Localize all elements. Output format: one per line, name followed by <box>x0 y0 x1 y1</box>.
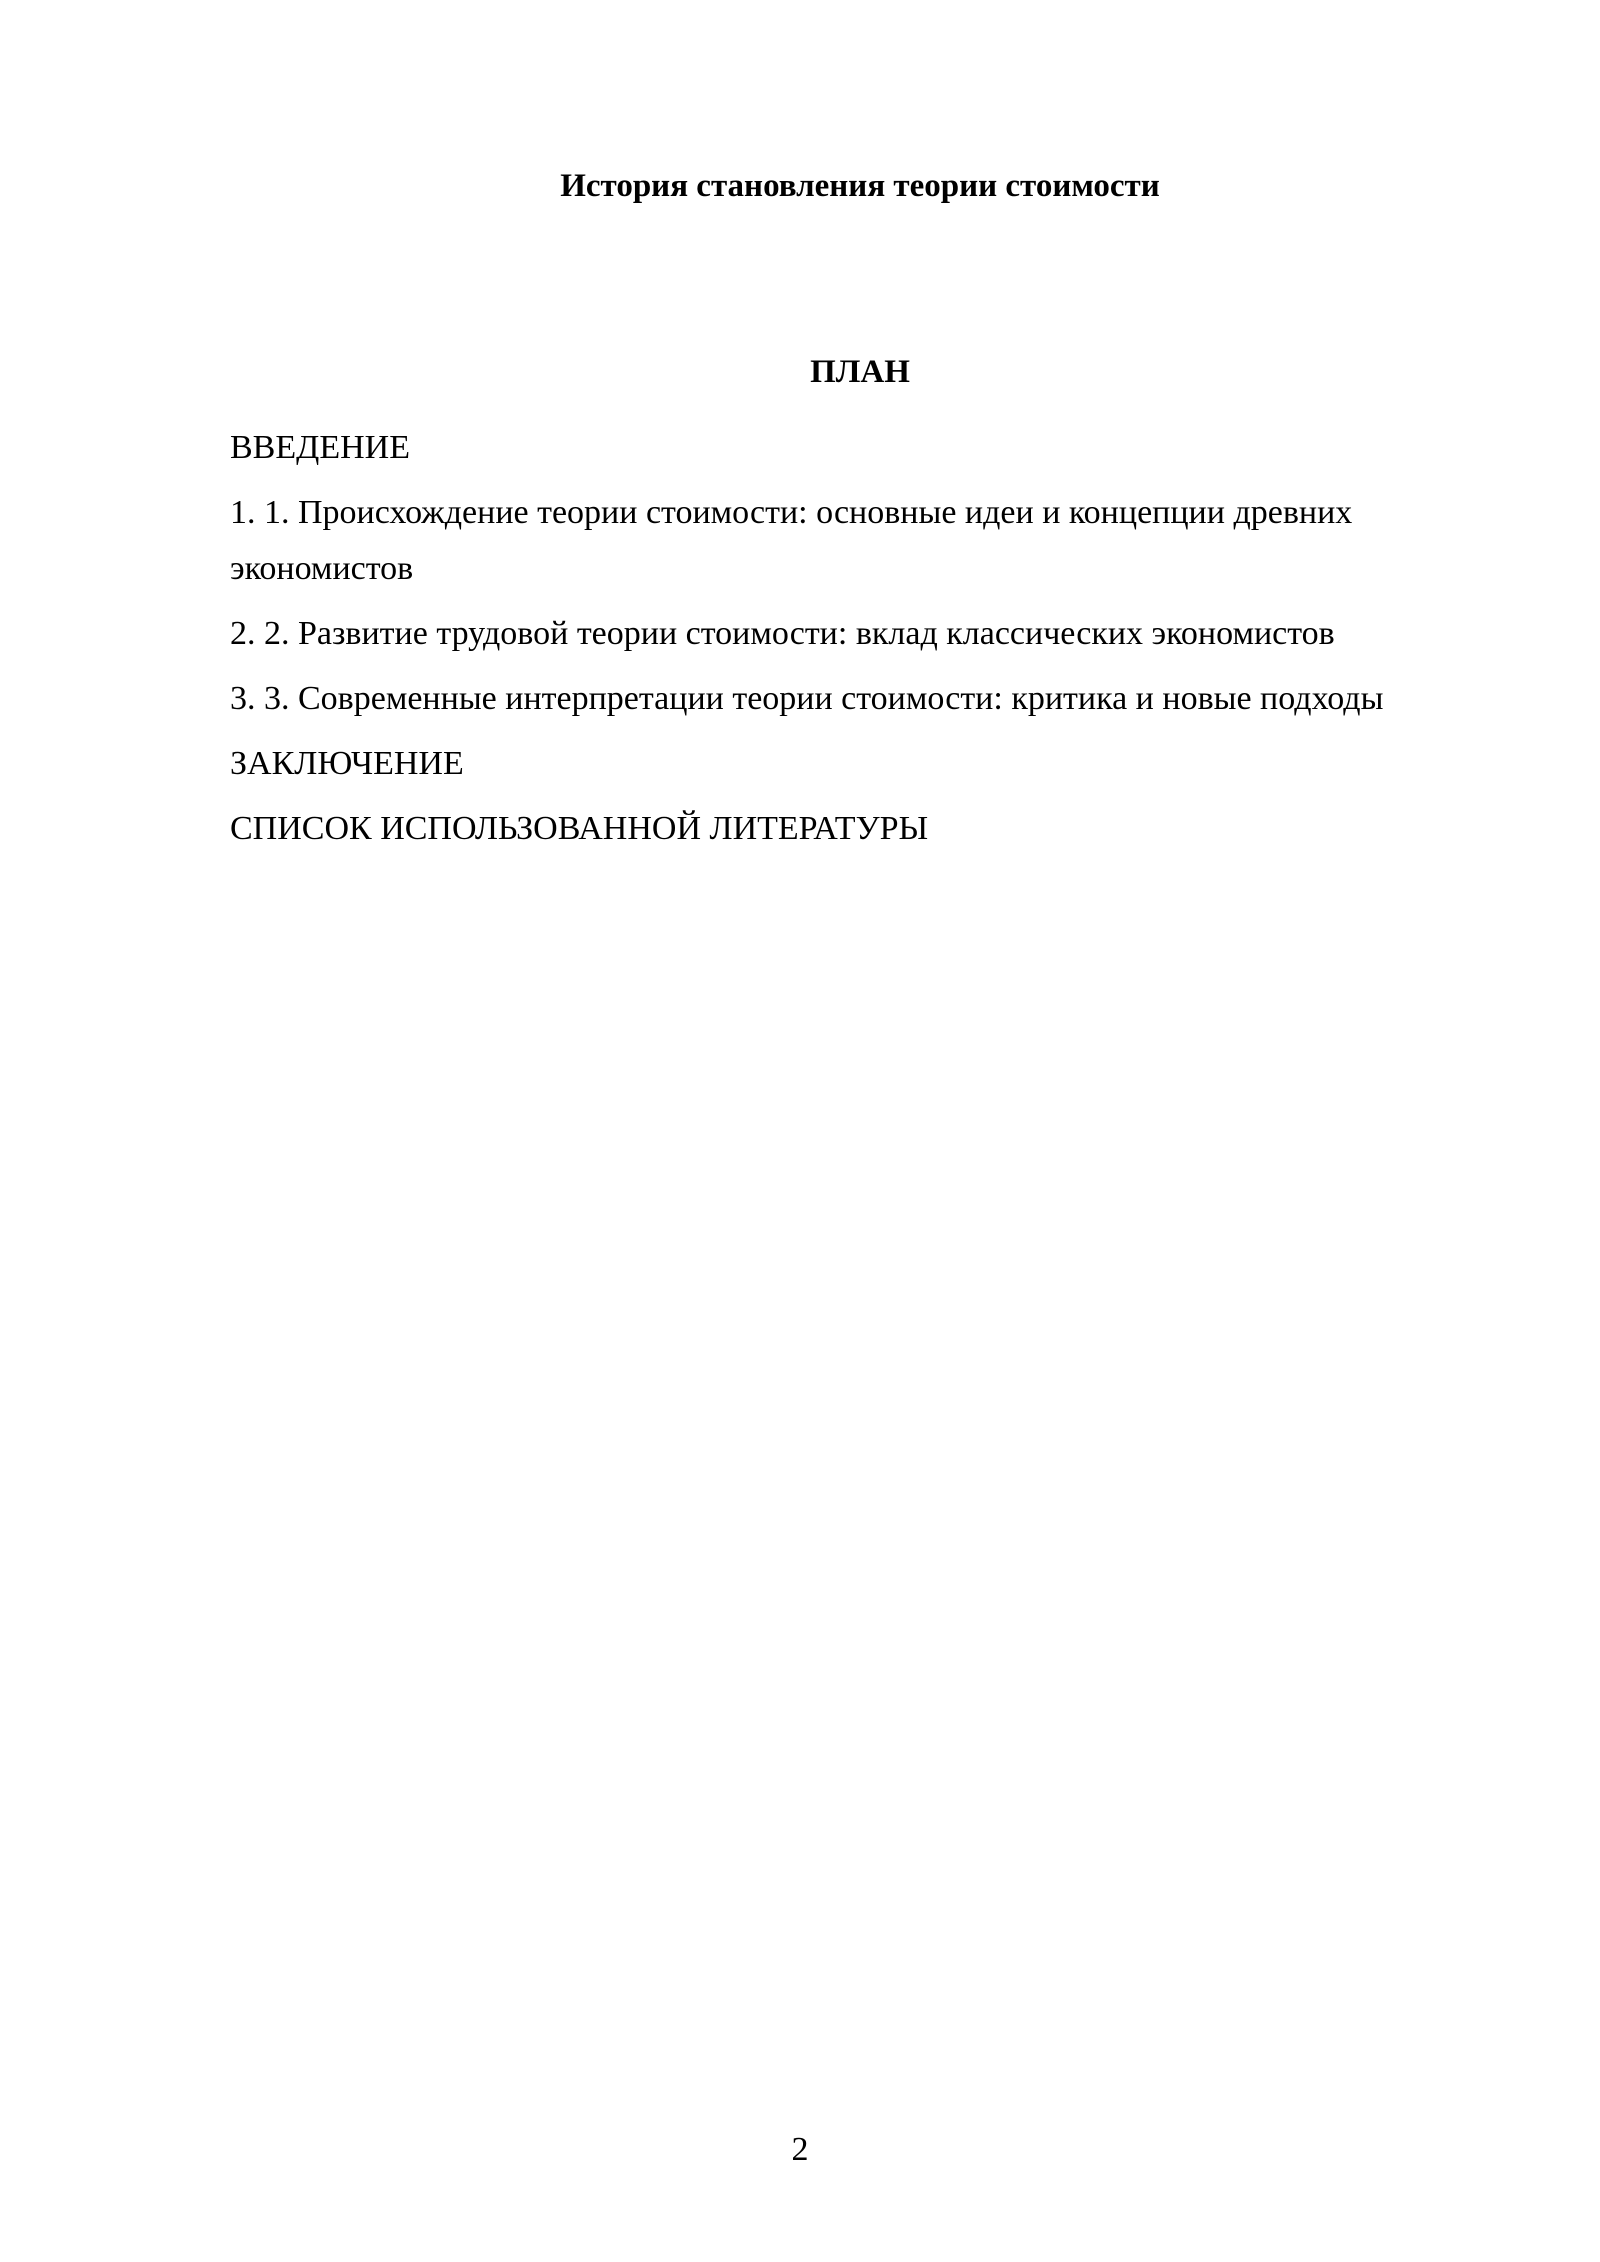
table-of-contents <box>230 420 1500 866</box>
page-number: 2 <box>791 2131 809 2168</box>
toc-item-introduction: ВВЕДЕНИЕ <box>230 429 410 466</box>
plan-heading: ПЛАН <box>810 354 910 390</box>
toc-item-conclusion: ЗАКЛЮЧЕНИЕ <box>230 745 464 782</box>
toc-item-references: СПИСОК ИСПОЛЬЗОВАННОЙ ЛИТЕРАТУРЫ <box>230 810 929 847</box>
toc-item-chapter-2: 2. 2. Развитие трудовой теории стоимости: вклад классических экономистов <box>230 615 1335 652</box>
toc-item-chapter-1: 1. 1. Происхождение теории стоимости: основные идеи и концепции древних экономистов <box>230 494 1353 587</box>
document-title: История становления теории стоимости <box>560 168 1160 204</box>
toc-item-chapter-3: 3. 3. Современные интерпретации теории стоимости: критика и новые подходы <box>230 680 1384 717</box>
